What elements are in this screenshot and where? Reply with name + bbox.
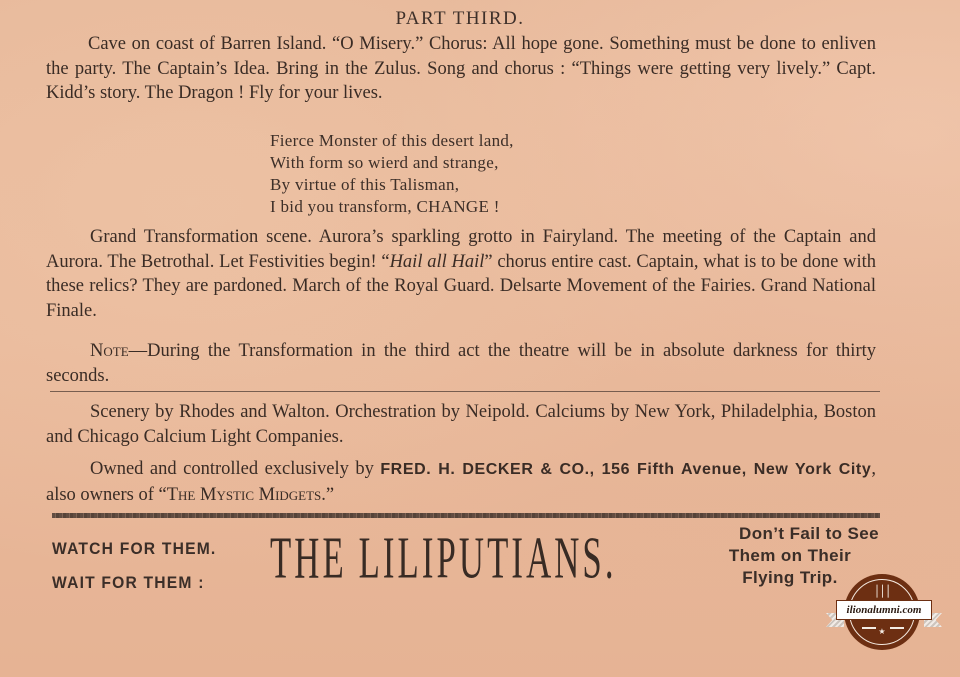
section-heading: PART THIRD. — [395, 8, 525, 29]
note-text: —During the Transformation in the third act the theatre will be in absolute darkness for thirty seconds. — [46, 341, 876, 386]
ad-right-line: Flying Trip. — [742, 568, 838, 587]
ad-left-text — [52, 532, 216, 600]
note-paragraph — [46, 339, 876, 388]
verse-line: Fierce Monster of this desert land, — [270, 131, 514, 150]
note-label: Note — [90, 341, 129, 361]
ad-left-line: WATCH FOR THEM. — [52, 539, 217, 558]
company-name: FRED. H. DECKER & CO., 156 Fifth Avenue, New York City — [380, 461, 872, 478]
badge-line-left — [862, 627, 876, 629]
text: , also owners of “ — [46, 459, 876, 505]
ad-right-text — [695, 523, 885, 589]
divider-rule — [50, 391, 880, 392]
ad-right-line: Them on Their — [728, 546, 852, 565]
verse-line: By virtue of this Talisman, — [270, 175, 460, 194]
ownership-paragraph — [46, 457, 876, 507]
verse-line: With form so wierd and strange, — [270, 153, 499, 172]
paragraph-scene-synopsis: Cave on coast of Barren Island. “O Misery.” Chorus: All hope gone. Something must be done to enliven the party. The Captain’s Idea. Bring in the Zulus. Song and chorus : “Things were getting very lively.” Capt. Kidd’s story. The Dragon ! Fly for your lives. — [46, 34, 876, 103]
show-name: The Mystic Midgets. — [166, 484, 326, 505]
fork-knife-icon: │││ — [873, 585, 891, 598]
verse-line: I bid you transform, CHANGE ! — [270, 197, 500, 216]
text: Grand Transformation scene. Aurora’s sparkling grotto in Fairyland. The meeting of the Captain and Aurora. The Betrothal. Let Festivities begin! “ — [46, 227, 876, 272]
credits-paragraph: Scenery by Rhodes and Walton. Orchestration by Neipold. Calciums by New York, Philadelphia, Boston and Chicago Calcium Light Companies. — [46, 402, 876, 447]
verse-block — [270, 130, 670, 218]
watermark-ribbon: ilionalumni.com — [836, 600, 932, 620]
paragraph-transformation-scene — [46, 225, 876, 323]
text: ” — [325, 484, 335, 505]
badge-line-right — [890, 627, 904, 629]
ad-left-line: WAIT FOR THEM : — [52, 573, 205, 592]
ad-headline: THE LILIPUTIANS. — [270, 526, 617, 592]
star-icon: ★ — [878, 627, 886, 636]
ad-right-line: Don’t Fail to See — [739, 524, 879, 543]
heavy-divider-rule — [52, 513, 880, 518]
text: ” chorus entire cast. Captain, what is to be done with these relics? They are pardoned. March of the Royal Guard. Delsarte Movement of the Fairies. Grand National Finale. — [46, 251, 876, 321]
song-title: Hail all Hail — [389, 251, 485, 272]
text: Owned and controlled exclusively by — [90, 459, 381, 479]
